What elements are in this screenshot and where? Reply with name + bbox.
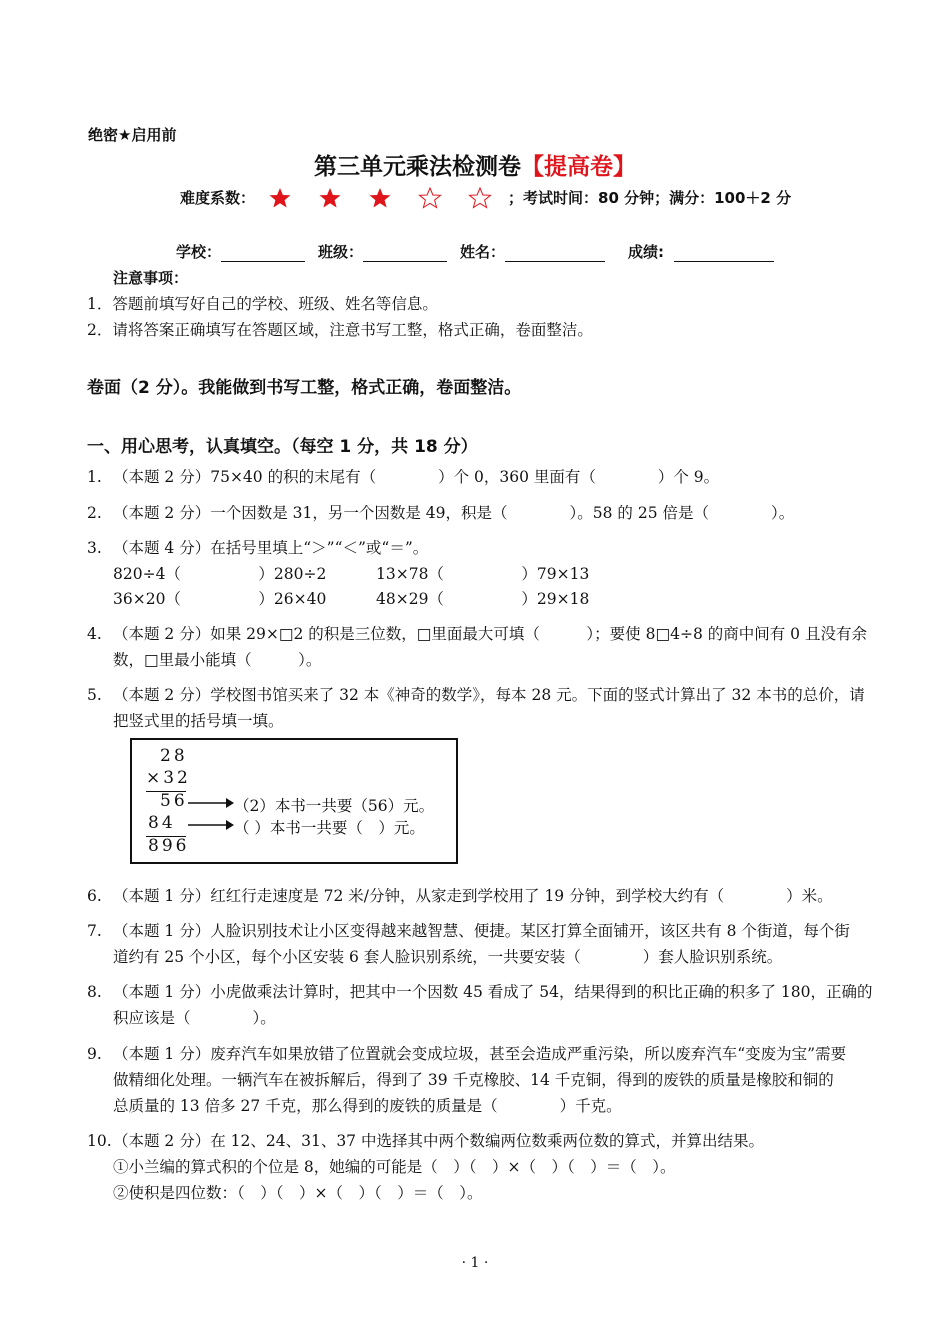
q3-compare-1b: 13×78（ ）79×13 — [376, 565, 590, 583]
calc-annotation-2: （ ）本书一共要（ ）元。 — [234, 819, 425, 837]
star-empty-icon — [418, 186, 442, 210]
title-tag: 【提高卷】 — [521, 154, 636, 180]
school-blank[interactable] — [221, 245, 305, 262]
question-8-cont: 积应该是（ ）。 — [113, 1009, 276, 1027]
question-9-cont-2: 总质量的 13 倍多 27 千克，那么得到的废铁的质量是（ ）千克。 — [113, 1097, 622, 1115]
question-5: 5. （本题 2 分）学校图书馆买来了 32 本《神奇的数学》，每本 28 元。下面的竖式计算出了 32 本书的总价，请 — [87, 686, 865, 704]
question-6: 6. （本题 1 分）红红行走速度是 72 米/分钟，从家走到学校用了 19 分钟，到学校大约有（ ）米。 — [87, 887, 833, 905]
question-3: 3. （本题 4 分）在括号里填上“＞”“＜”或“＝”。 — [87, 539, 429, 557]
secret-label: 绝密★启用前 — [88, 126, 177, 144]
section1-heading: 一、用心思考，认真填空。（每空 1 分，共 18 分） — [87, 437, 478, 457]
question-4: 4. （本题 2 分）如果 29×□2 的积是三位数，□里面最大可填（ ）；要使 8□4÷8 的商中间有 0 且没有余 — [87, 625, 867, 643]
star-filled-icon — [368, 186, 392, 210]
class-blank[interactable] — [363, 245, 447, 262]
q3-compare-1a: 820÷4（ ）280÷2 — [113, 565, 327, 583]
question-5-cont: 把竖式里的括号填一填。 — [113, 712, 284, 730]
score-blank[interactable] — [674, 245, 774, 262]
score-field: 成绩: — [628, 241, 774, 262]
page-title — [0, 148, 950, 181]
calc-row-1: 28 — [160, 746, 188, 766]
question-4-cont: 数，□里最小能填（ ）。 — [113, 651, 322, 669]
name-field: 姓名： — [460, 241, 605, 262]
question-7-cont: 道约有 25 个小区，每个小区安装 6 套人脸识别系统，一共要安装（ ）套人脸识别系统。 — [113, 948, 783, 966]
calc-row-5: 896 — [148, 836, 190, 856]
note-item: 2．请将答案正确填写在答题区域，注意书写工整，格式正确，卷面整洁。 — [87, 321, 593, 339]
calc-row-4: 84 — [148, 813, 176, 833]
difficulty-label: 难度系数： — [180, 189, 256, 207]
question-10-part-2: ②使积是四位数：（ ）（ ）×（ ）（ ）＝（ ）。 — [113, 1184, 483, 1202]
q3-compare-2a: 36×20（ ）26×40 — [113, 590, 327, 608]
exam-info: ；考试时间：80 分钟；满分：100＋2 分 — [508, 189, 792, 207]
question-7: 7. （本题 1 分）人脸识别技术让小区变得越来越智慧、便捷。某区打算全面铺开，该区共有 8 个街道，每个街 — [87, 922, 850, 940]
question-1: 1. （本题 2 分）75×40 的积的末尾有（ ）个 0，360 里面有（ ）个 9。 — [87, 468, 720, 486]
q3-compare-2b: 48×29（ ）29×18 — [376, 590, 590, 608]
question-9: 9. （本题 1 分）废弃汽车如果放错了位置就会变成垃圾，甚至会造成严重污染，所以废弃汽车“变废为宝”需要 — [87, 1045, 847, 1063]
vertical-calc-box — [130, 738, 458, 864]
page-number: · 1 · — [461, 1255, 489, 1271]
arrow-right-icon — [188, 819, 234, 831]
difficulty-row — [180, 187, 255, 208]
title-main: 第三单元乘法检测卷 — [314, 154, 521, 180]
question-10-part-1: ①小兰编的算式积的个位是 8，她编的可能是（ ）（ ）×（ ）（ ）＝（ ）。 — [113, 1158, 676, 1176]
notes-heading: 注意事项： — [113, 269, 189, 287]
question-2: 2. （本题 2 分）一个因数是 31，另一个因数是 49，积是（ ）。58 的 25 倍是（ ）。 — [87, 504, 795, 522]
calc-row-2: ×32 — [146, 768, 191, 788]
class-field: 班级： — [318, 241, 447, 262]
name-blank[interactable] — [505, 245, 605, 262]
neatness-line: 卷面（2 分）。我能做到书写工整，格式正确，卷面整洁。 — [87, 378, 522, 398]
star-empty-icon — [468, 186, 492, 210]
star-filled-icon — [268, 186, 292, 210]
question-10: 10.（本题 2 分）在 12、24、31、37 中选择其中两个数编两位数乘两位数的算式，并算出结果。 — [87, 1132, 764, 1150]
calc-row-3: 56 — [160, 791, 188, 811]
arrow-right-icon — [188, 797, 234, 809]
star-filled-icon — [318, 186, 342, 210]
question-9-cont-1: 做精细化处理。一辆汽车在被拆解后，得到了 39 千克橡胶、14 千克铜，得到的废铁的质量是橡胶和铜的 — [113, 1071, 834, 1089]
school-field: 学校： — [176, 241, 305, 262]
note-item: 1．答题前填写好自己的学校、班级、姓名等信息。 — [87, 295, 438, 313]
calc-annotation-1: （2）本书一共要（56）元。 — [234, 797, 435, 815]
question-8: 8. （本题 1 分）小虎做乘法计算时，把其中一个因数 45 看成了 54，结果得到的积比正确的积多了 180，正确的 — [87, 983, 873, 1001]
